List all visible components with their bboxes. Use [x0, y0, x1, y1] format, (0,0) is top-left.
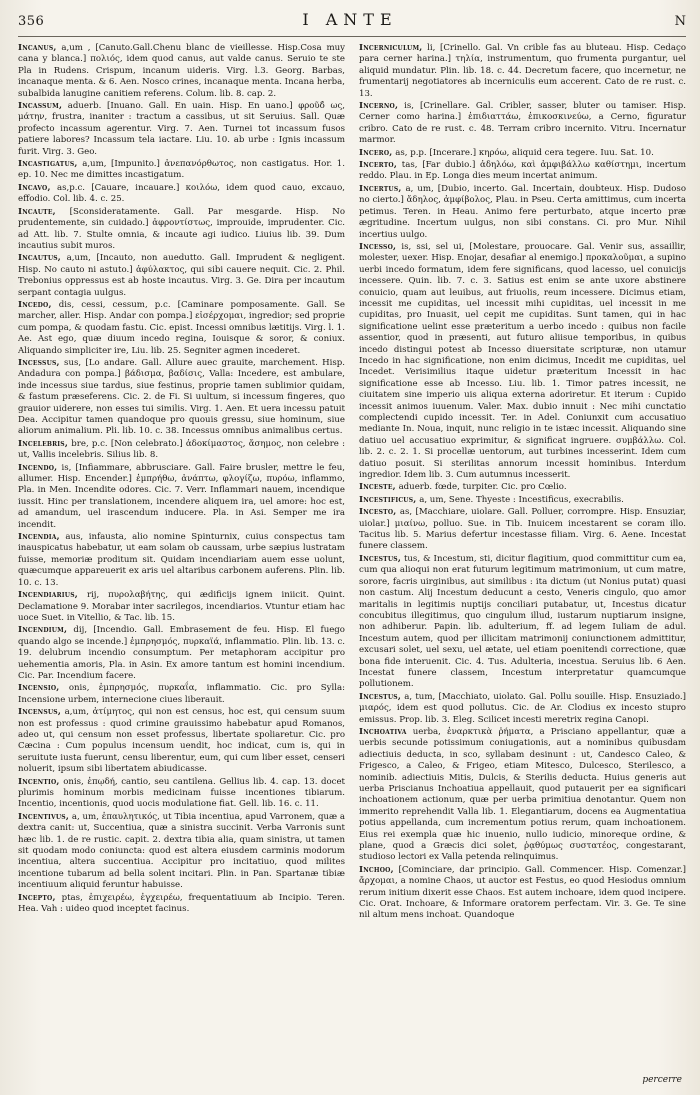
- entry-text: dis, cessi, cessum, p.c. [Caminare pomposamente. Gall. Se marcher, aller. Hisp. Andar con pompa.] εἰσέρχομαι, ingredior; sed proprie cum pompa, & quodam fastu. Cic. epist. Incessi omnibus lætitijs. Virg. l. 1. Ae. Ast ego, quæ diuum incedo regina, Iouisque & soror, & coniux. Aliquando simpliciter ire, Liu. lib. 25. Segniter agmen incederet.: [18, 299, 345, 356]
- entry-headword: Incero,: [359, 147, 393, 158]
- entry-headword: Incaute,: [18, 206, 56, 217]
- entry-headword: Incerto,: [359, 160, 398, 171]
- catchword: percerre: [642, 1075, 682, 1085]
- entry-text: as,p.c. [Cauare, incauare.] κοιλόω, idem quod cauo, excauo, effodio. Col. lib. 4. c. 25.: [18, 182, 345, 205]
- entry-text: is, [Infiammare, abbrusciare. Gall. Faire brusler, mettre le feu, allumer. Hisp. Encender.] ἐμπρήθω, ἀνάπτω, φλογίζω, πυρόω, inflammo, Pla. in Men. Incendite odores. Cic. 7. Verr. Inflammari nauem, incendique iussit. Hinc per translationem, incendere aliquem ira, uel amore: hoc est, ad amandum, uel irascendum inducere. Pla. in Asi. Semper me ira incendit.: [18, 462, 345, 530]
- entry-headword: Incedo,: [18, 299, 52, 310]
- entry-headword: Inchoativa: [359, 726, 407, 737]
- dictionary-entry: [359, 482, 686, 493]
- entry-text: [Sconsideratamente. Gall. Par mesgarde. Hisp. No prudentemente, sin cuidado.] ἀφροντίστως, improuide, imprudenter. Cic. ad Att. lib. 7. Stulte omnia, & incaute agi iudico. Liuius lib. 39. Dum incautius subit muros.: [18, 206, 345, 251]
- dictionary-entry: [359, 727, 686, 864]
- entry-headword: Incerniculum,: [359, 43, 423, 53]
- entry-headword: Incentivus,: [18, 811, 70, 822]
- running-title: I ANTE: [302, 10, 398, 29]
- dictionary-entry: [18, 300, 345, 357]
- entry-headword: Incavo,: [18, 182, 51, 193]
- dictionary-entry: [18, 183, 345, 206]
- dictionary-entry: [359, 865, 686, 922]
- entry-headword: Incanus,: [18, 43, 57, 53]
- entry-headword: Incastigatus,: [18, 159, 78, 170]
- entry-text: a,um, [Impunito.] ἀνεπανόρθωτος, non castigatus. Hor. 1. ep. 10. Nec me dimittes incastigatum.: [18, 159, 345, 181]
- entry-headword: Incentio,: [18, 776, 60, 787]
- entry-text: a,um, [Incauto, non auedutto. Gall. Imprudent & negligent. Hisp. No cauto ni astuto.] ἀφύλακτος, qui sibi cauere nequit. Cic. 2. Phil. Trebonius oppressus est ab hoste incautus. Virg. 3. Ge. Dira per incautum serpant contagia uulgus.: [18, 253, 345, 298]
- entry-headword: Incestus,: [359, 691, 402, 702]
- entry-text: a, tum, [Macchiato, uiolato. Gal. Pollu souille. Hisp. Ensuziado.] μιαρός, idem est quod pollutus. Cic. de Ar. Clodius ex incesto stupro emissus. Prop. lib. 3. Eleg. Scilicet incesti meretrix regina Canopi.: [359, 691, 686, 725]
- entry-text: li, [Crinello. Gal. Vn crible fas au bluteau. Hisp. Cedaço para cerner harina.] τηλία, instrumentum, quo frumenta purgantur, uel aliquid mundatur. Plin. lib. 18. c. 44. Decretum facere, quo incernetur, ne frumentarij negotiatores ab incerniculis eum accerent. Cato de re rust. c. 13.: [359, 43, 686, 99]
- entry-headword: Incestus,: [359, 553, 402, 564]
- entry-headword: Inceste,: [359, 482, 396, 493]
- entry-text: bre, p.c. [Non celebrato.] ἀδοκίμαστος, ἄσημος, non celebre : ut, Vallis incelebris. Silius lib. 8.: [18, 438, 345, 461]
- dictionary-entry: [18, 625, 345, 682]
- dictionary-entry: [18, 253, 345, 299]
- page-number: 356: [18, 14, 45, 29]
- dictionary-entry: [18, 159, 345, 182]
- entry-text: dij, [Incendio. Gall. Embrasement de feu. Hisp. El fuego quando algo se incende.] ἐμπρησμός, πυρκαϊά, inflammatio. Plin. lib. 13. c. 19. delubrum incendio consumptum. Per metaphoram accipitur pro uehementia amoris, Pla. in Asin. Ex amore tantum est homini incendium. Cic. Par. Incendium facere.: [18, 625, 345, 681]
- dictionary-entry: [359, 507, 686, 553]
- entry-text: a,um, ἀτίμητος, qui non est census, hoc est, qui censum suum non est professus : quod crimine grauissimo habebatur apud Romanos, adeo ut, qui censum non esset professus, libertate spoliaretur. Cic. pro Cæcina : Cum populus incensum uendit, hoc indicat, cum is, qui in seruitute iusta fuerunt, censu liberentur, eum, qui cum liber esset, censeri noluerit, ipsum sibi libertatem abiudicasse.: [18, 707, 345, 775]
- entry-headword: Incassum,: [18, 101, 63, 112]
- running-title-end: N: [674, 14, 686, 29]
- dictionary-entry: [18, 358, 345, 438]
- entry-text: aus, infausta, alio nomine Spinturnix, cuius conspectus tam inauspicatus habebatur, ut eam solam ob caussam, urbe sæpius lustratam fuisse, memoriæ proditum sit. Quidam incendiariam auem esse uolunt, quæcumque appareuerit ex aris uel altaribus carbonem auferens. Plin. lib. 10. c. 13.: [18, 532, 345, 588]
- dictionary-entry: [18, 707, 345, 775]
- entry-headword: Inchoo,: [359, 864, 394, 875]
- entry-text: a, um, ἐπαυλητικός, ut Tibia incentiua, apud Varronem, quæ a dextra canit: ut, Succentiua, quæ a sinistra succinit. Verba Varronis sunt hæc lib. 1. de re rustic. capit. 2. dextra tibia alia, quam sinistra, ut tamen sit quodam modo coniuncta: quod est altera eiusdem carminis modorum incentiua, altera succentiua. Accipitur pro incitatiuo, quod milites incentione tubarum ad bella solent incitari. Plin. in Pan. Spartanæ tibiæ incentiuum aliquid feruntur habuisse.: [18, 811, 345, 891]
- entry-text: is, [Crinellare. Gal. Cribler, sasser, bluter ou tamiser. Hisp. Cerner como harina.] ἐπιδιαττάω, ἐπικοσκινεύω, a Cerno, figuratur cribro. Cato de re rust. c. 48. Terram cribro incernito. Vitru. Incernatur marmor.: [359, 101, 686, 146]
- dictionary-entry: [18, 43, 345, 100]
- entry-headword: Incendium,: [18, 625, 68, 636]
- entry-text: tas, [Far dubio.] ἀδηλόω, καὶ ἀμφιβάλλω καθίστημι, incertum reddo. Plau. in Ep. Longa dies meum incertat animum.: [359, 160, 686, 182]
- entry-headword: Incerno,: [359, 101, 399, 112]
- dictionary-entry: [18, 590, 345, 624]
- dictionary-entry: [18, 101, 345, 158]
- text-columns: [18, 43, 686, 1088]
- dictionary-entry: [18, 207, 345, 253]
- entry-headword: Incelebris,: [18, 438, 69, 449]
- dictionary-entry: [359, 495, 686, 506]
- entry-headword: Incendiarius,: [18, 590, 78, 601]
- dictionary-entry: [359, 160, 686, 183]
- dictionary-entry: [18, 812, 345, 892]
- entry-headword: Incessus,: [18, 357, 60, 368]
- dictionary-entry: [359, 184, 686, 241]
- dictionary-entry: [18, 683, 345, 706]
- entry-headword: Incepto,: [18, 892, 56, 903]
- entry-headword: Incestificus,: [359, 494, 417, 505]
- dictionary-entry: [359, 242, 686, 482]
- entry-text: [Cominciare, dar principio. Gall. Commencer. Hisp. Comenzar.] ἄρχομαι, a nomine Chaos, ut auctor est Festus, eo quod Hesiodus omnium rerum initium dixerit esse Chaos. Est autem inchoare, idem quod incipere. Cic. Orat. Inchoare, & Informare oratorem perfectam. Vir. 3. Ge. Te sine nil altum mens inchoat. Quandoque: [359, 864, 686, 921]
- entry-text: a,um , [Canuto.Gall.Chenu blanc de vieillesse. Hisp.Cosa muy cana y blanca.] πολιός, idem quod canus, aut valde canus. Seruio te ste Pla in Rudens. Crispum, incanum uideris. Virg. l.3. Georg. Barbas, incanaque menta. & 6. Aen. Nosco crines, incanaque menta. Incana herba, subalbida lanugine canitiem referens. Colum. lib. 8. cap. 2.: [18, 43, 345, 99]
- dictionary-entry: [18, 463, 345, 531]
- dictionary-entry: [359, 692, 686, 726]
- entry-text: ptas, ἐπιχειρέω, ἐγχειρέω, frequentatiuum ab Incipio. Teren. Hea. Vah : uideo quod inceptet facinus.: [18, 892, 345, 915]
- dictionary-entry: [359, 43, 686, 100]
- page-header: [18, 10, 686, 37]
- dictionary-entry: [359, 148, 686, 159]
- entry-text: sus, [Lo andare. Gall. Allure auec grauite, marchement. Hisp. Andadura con pompa.] βάδισμα, βαδίσις, Valla: Incedere, est ambulare, inde incessus siue tardus, siue festinus, proprie tamen sublimior quidam, & fastum præseferens. Cic. 2. de Fi. Si uultum, si incessum fingeres, quo grauior uiderere, non esses tui similis. Virg. 1. Aen. Et uera incessu patuit Dea. Accipitur tamen quandoque pro quouis gressu, siue hominum, siue aliorum animalium. Pli. lib. 10. c. 38. Incessus omnibus animalibus certus.: [18, 357, 345, 437]
- dictionary-entry: [18, 777, 345, 811]
- entry-headword: Incensio,: [18, 683, 60, 694]
- entry-text: is, ssi, sel ui, [Molestare, prouocare. Gal. Venir sus, assaillir, molester, uexer. Hisp. Enojar, desafiar al enemigo.] προκαλοῦμαι, a supino uerbi incedo formatum, idem fere significans, quod lacesso, uel conuicijs incessere. Quin. lib. 7. c. 3. Satius est enim se ante uxore abstinere conuicio, quam aut leuibus, aut friuolis, reum incessere. Dicimus etiam, incessit me cupiditas, uel incessit mihi cupiditas, uel incessit in me cupiditas, pro Inuasit, uel cepit me cupiditas. Sunt tamen, qui in hac significatione uelint esse præteritum a uerbo incedo : quibus non facile assentior, quod in præsenti, aut futuro aliisue temporibus, in quibus incedo distingui potest ab Incesso diuersitate scripturæ, non utamur Incedo in hac significatione, non enim dicimus, Incedit me cupiditas, uel Incedet. Verisimilius itaque uidetur præteritum Incessit in hac significatione esse ab Incesso. Liu. lib. 1. Timor patres incessit, ne ciuitatem sine imperio uis aliqua externa adoriretur. Et iterum : Cupido incessit animos iuuenum. Valer. Max. dubio innuit : Nec mihi cunctatio complectendi cupido incessit. Ter. in Adel. Coniunxit cum accusatiuo mediante In. Noua, inquit, nunc religio in te istæc incessit. Aliquando sine datiuo uel accusatiuo exprimitur, & significat ingruere. συμβάλλω. Col. lib. 2. c. 2. 1. Si procellæ uentorum, aut turbines incesserint. Idem cum datiuo posuit. Si sterilitas annorum incessit hominibus. Interdum ingredior. Idem lib. 3. Cum autumnus incesserit.: [359, 241, 686, 481]
- entry-headword: Incensus,: [18, 707, 62, 718]
- entry-text: tus, & Incestum, sti, dicitur flagitium, quod committitur cum ea, cum qua alioqui non erat futurum legitimum matrimonium, ut cum matre, sorore, facris uirginibus, aut similibus : ita dictum (ut Nonius putat) quasi non castum. Alij Incestum deducunt a cesto, Veneris cingulo, quo amor maritalis in legitimis nuptijs conciliari putabatur, ut, Incestus dicatur concubitus illegitimus, quo cingulum illud, iustarum nuptiarum insigne, non adhiberur. Papin. lib. adulterium, ff. ad legem Iuliam de adul. Incestum autem, quod per illicitam matrimonij coniunctionem admittitur, excusari solet, uel sexu, uel ætate, uel etiam poenitendi correctione, quæ bona fide interuenit. Cic. 4. Tus. Adulteria, incestua. Seruius lib. 6 Aen. Incestat funere classem, Incestum interpretatur quamcumque pollutionem.: [359, 553, 686, 690]
- entry-text: as, [Macchiare, uiolare. Gall. Polluer, corrompre. Hisp. Ensuziar, uiolar.] μιαίνω, polluo. Sue. in Tib. Inuicem incestarent se coram illo. Tacitus lib. 5. Marius defertur incestasse filiam. Virg. 6. Aene. Incestat funere classem.: [359, 507, 686, 552]
- dictionary-entry: [359, 554, 686, 691]
- right-column: [359, 43, 686, 1088]
- entry-text: rij, πυρολαβήτης, qui ædificijs ignem iniicit. Quint. Declamatione 9. Morabar inter sacrilegos, incendiarios. Vtuntur etiam hac uoce Suet. in Vitellio, & Tac. lib. 15.: [18, 590, 345, 623]
- left-column: [18, 43, 345, 1088]
- entry-text: onis, ἐμπρησμός, πυρκαΐα, inflammatio. Cic. pro Sylla: Incensione urbem, internecione ciues liberauit.: [18, 683, 345, 705]
- dictionary-entry: [18, 532, 345, 589]
- entry-headword: Incesso,: [359, 241, 397, 252]
- entry-headword: Incautus,: [18, 253, 61, 264]
- entry-headword: Incesto,: [359, 507, 397, 518]
- entry-text: a, um, Sene. Thyeste : Incestificus, execrabilis.: [419, 494, 624, 505]
- dictionary-entry: [18, 893, 345, 916]
- dictionary-entry: [359, 101, 686, 147]
- entry-text: uerba, ἐναρκτικὰ ῥήματα, a Prisciano appellantur, quæ a uerbis secunde potissimum coniugationis, aut a nominibus quibusdam adiectiuis deducta, in sco, syllabam desinunt : ut, Candesco Caleo, & Frigesco, a Caleo, & Frigeo, etiam Mitesco, Dulcesco, Sterilesco, a nominib. adiectiuis Mitis, Dulcis, & Sterilis deducta. Huius generis aut uerba Priscianus Inchoatiua appellauit, quod putauerit per ea significari inchoationem actionum, quæ per uerba primitiua denotantur. Quem non immerito reprehendit Valla lib. 1. Elegantiarum, docens ea Augmentatiua potius appellanda, cum incrementum potius rerum, quam inchoationem. Eius rei exempla quæ hic inuenio, nullo iudicio, minoreque ordine, & plane, quod a Græcis dici solet, ῥᾳθύμως συστατέος, congestarant, studioso lectori ex Valla petenda relinquimus.: [359, 726, 686, 863]
- entry-headword: Incendo,: [18, 462, 58, 473]
- entry-text: aduerb. [Inuano. Gall. En uain. Hisp. En uano.] φροῦδ̓ ως, μάτην, frustra, inaniter : tractum a cassibus, ut sit Seruius. Sall. Quæ profecto incassum agerentur. Virg. 7. Aen. Turnei tot incassum fusos patiere labores? Incassum tela iactare. Liu. 10. ab urbe : Ignis incassum furit. Virg. 3. Geo.: [18, 101, 345, 157]
- entry-text: onis, ἐπῳδή, cantio, seu cantilena. Gellius lib. 4. cap. 13. docet plurimis hominum morbis medicinam fuisse incentiones tibiarum. Incentio, incentionis, quod uocis modulatione fiat. Gell. lib. 16. c. 11.: [18, 776, 345, 810]
- entry-text: aduerb. fœde, turpiter. Cic. pro Cœlio.: [398, 482, 567, 493]
- entry-headword: Incertus,: [359, 183, 402, 194]
- dictionary-entry: [18, 439, 345, 462]
- entry-text: a, um, [Dubio, incerto. Gal. Incertain, doubteux. Hisp. Dudoso no cierto.] ἄδηλος, ἀμφίβολος, Plau. in Pseu. Certa amittimus, cum incerta petimus. Teren. in Heau. Animo fere perturbato, atque incerto præ ægritudine. Incertum uulgus, non sibi constans. Ci. pro Mur. Nihil incertius uulgo.: [359, 183, 686, 240]
- entry-headword: Incendia,: [18, 532, 60, 543]
- entry-text: as, p.p. [Incerare.] κηρόω, aliquid cera tegere. Iuu. Sat. 10.: [395, 147, 654, 158]
